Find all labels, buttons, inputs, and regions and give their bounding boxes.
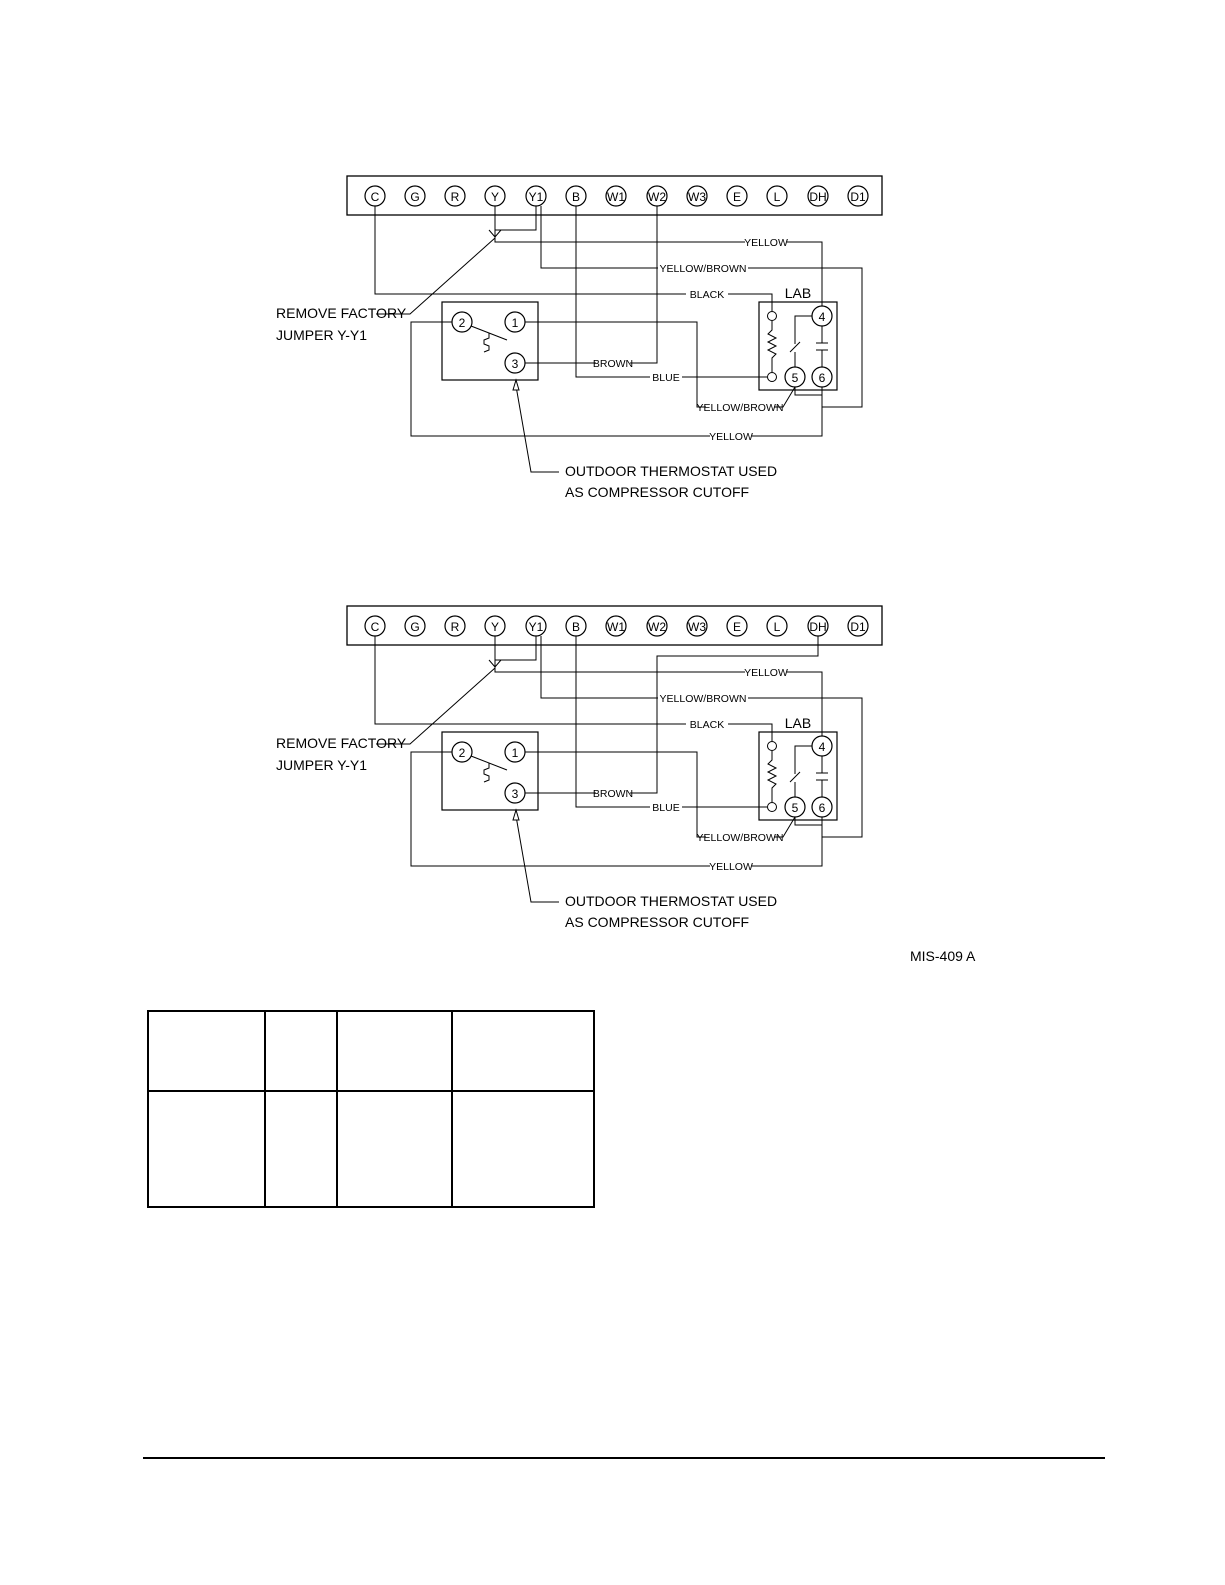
table-cell [452,1011,594,1091]
table-row [148,1091,594,1207]
footer-rule [143,1457,1105,1459]
table-cell [337,1091,452,1207]
wire-label-brown: BROWN [592,358,634,370]
diagram-id: MIS-409 A [910,948,976,964]
table-cell [265,1011,337,1091]
wiring-diagram-w2 [276,176,882,500]
wiring-diagram-dh [276,606,882,930]
table-cell [337,1011,452,1091]
wire-label-brown: BROWN [592,788,634,800]
blank-table [147,1010,595,1208]
table-cell [148,1091,265,1207]
table-cell [265,1091,337,1207]
table-cell [148,1011,265,1091]
table-row [148,1011,594,1091]
table-cell [452,1091,594,1207]
